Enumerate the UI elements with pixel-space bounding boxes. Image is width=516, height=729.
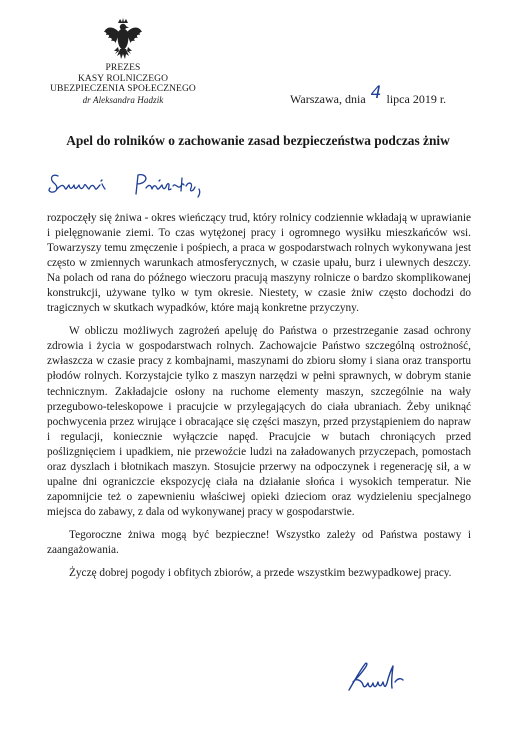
dateline bbox=[290, 83, 447, 108]
date-month-year: lipca 2019 r. bbox=[386, 92, 447, 106]
body-paragraph: rozpoczęły się żniwa - okres wieńczący trud, który rolnicy codziennie wkładają w uprawianie i pielęgnowanie ziemi. To czas wytężonej pracy i ogromnego wysiłku mieszkańców wsi. Towarzyszy temu zmęczenie i pośpiech, a praca w gospodarstwach rolnych wykonywana jest często w zmiennych warunkach atmosferycznych, w czasie upału, burz i ulewnych deszczy. Na polach od rana do późnego wieczoru pracują maszyny rolnicze o bardzo skomplikowanej konstrukcji, używane tylko w tym okresie. Niestety, w czasie żniw często dochodzi do tragicznych w skutkach wypadków, które mają konkretne przyczyny. bbox=[47, 212, 471, 315]
letter-title: Apel do rolników o zachowanie zasad bezpieczeństwa podczas żniw bbox=[66, 133, 450, 148]
date-day-handwritten: 4 bbox=[370, 83, 382, 103]
date-place: Warszawa, dnia bbox=[290, 92, 366, 106]
signatory-name: dr Aleksandra Hadzik bbox=[82, 94, 164, 105]
org-line: UBEZPIECZENIA SPOŁECZNEGO bbox=[50, 84, 196, 94]
sender-block bbox=[40, 63, 206, 105]
org-line: KASY ROLNICZEGO bbox=[77, 73, 169, 84]
org-line: PREZES bbox=[105, 63, 141, 73]
letter-body bbox=[47, 211, 471, 589]
polish-eagle-emblem-icon bbox=[103, 18, 143, 62]
body-paragraph: Tegoroczne żniwa mogą być bezpieczne! Wszystko zależy od Państwa postawy i zaangażowania. bbox=[47, 528, 471, 556]
body-paragraph: W obliczu możliwych zagrożeń apeluję do Państwa o przestrzeganie zasad ochrony zdrowia i życia w gospodarstwach rolnych. Zachowajcie Państwo szczególną ostrożność, zwłaszcza w czasie pracy z kombajnami, maszynami do zbioru słomy i siana oraz transportu płodów rolnych. Korzystajcie tylko z maszyn narzędzi w pełni sprawnych, w dobrym stanie technicznym. Zakładajcie osłony na ruchome elementy maszyn, szczególnie na wały przegubowo-teleskopowe i pracujcie w przylegających do ciała ubraniach. Żeby uniknąć pochwycenia przez wirujące i obracające się części maszyn, przed przystąpieniem do napraw i regulacji, koniecznie wyłączcie napęd. Pracujcie w butach chroniących przed poślizgnięciem i upadkiem, nie przewoźcie ludzi na załadowanych przyczepach, pomostach oraz dyszlach i błotnikach maszyn. Stosujcie przerwy na odpoczynek i regenerację sił, a w upalne dni ograniczcie ekspozycję ciała na działanie słońca i wysokich temperatur. Nie zapomnijcie też o zapewnieniu właściwej opieki dzieciom oraz wydzieleniu specjalnego miejsca do zabawy, z dala od wykonywanej pracy w gospodarstwie. bbox=[47, 325, 471, 518]
handwritten-signature bbox=[343, 660, 415, 698]
salutation-handwritten bbox=[48, 170, 248, 200]
body-paragraph: Życzę dobrej pogody i obfitych zbiorów, a przede wszystkim bezwypadkowej pracy. bbox=[69, 567, 452, 580]
